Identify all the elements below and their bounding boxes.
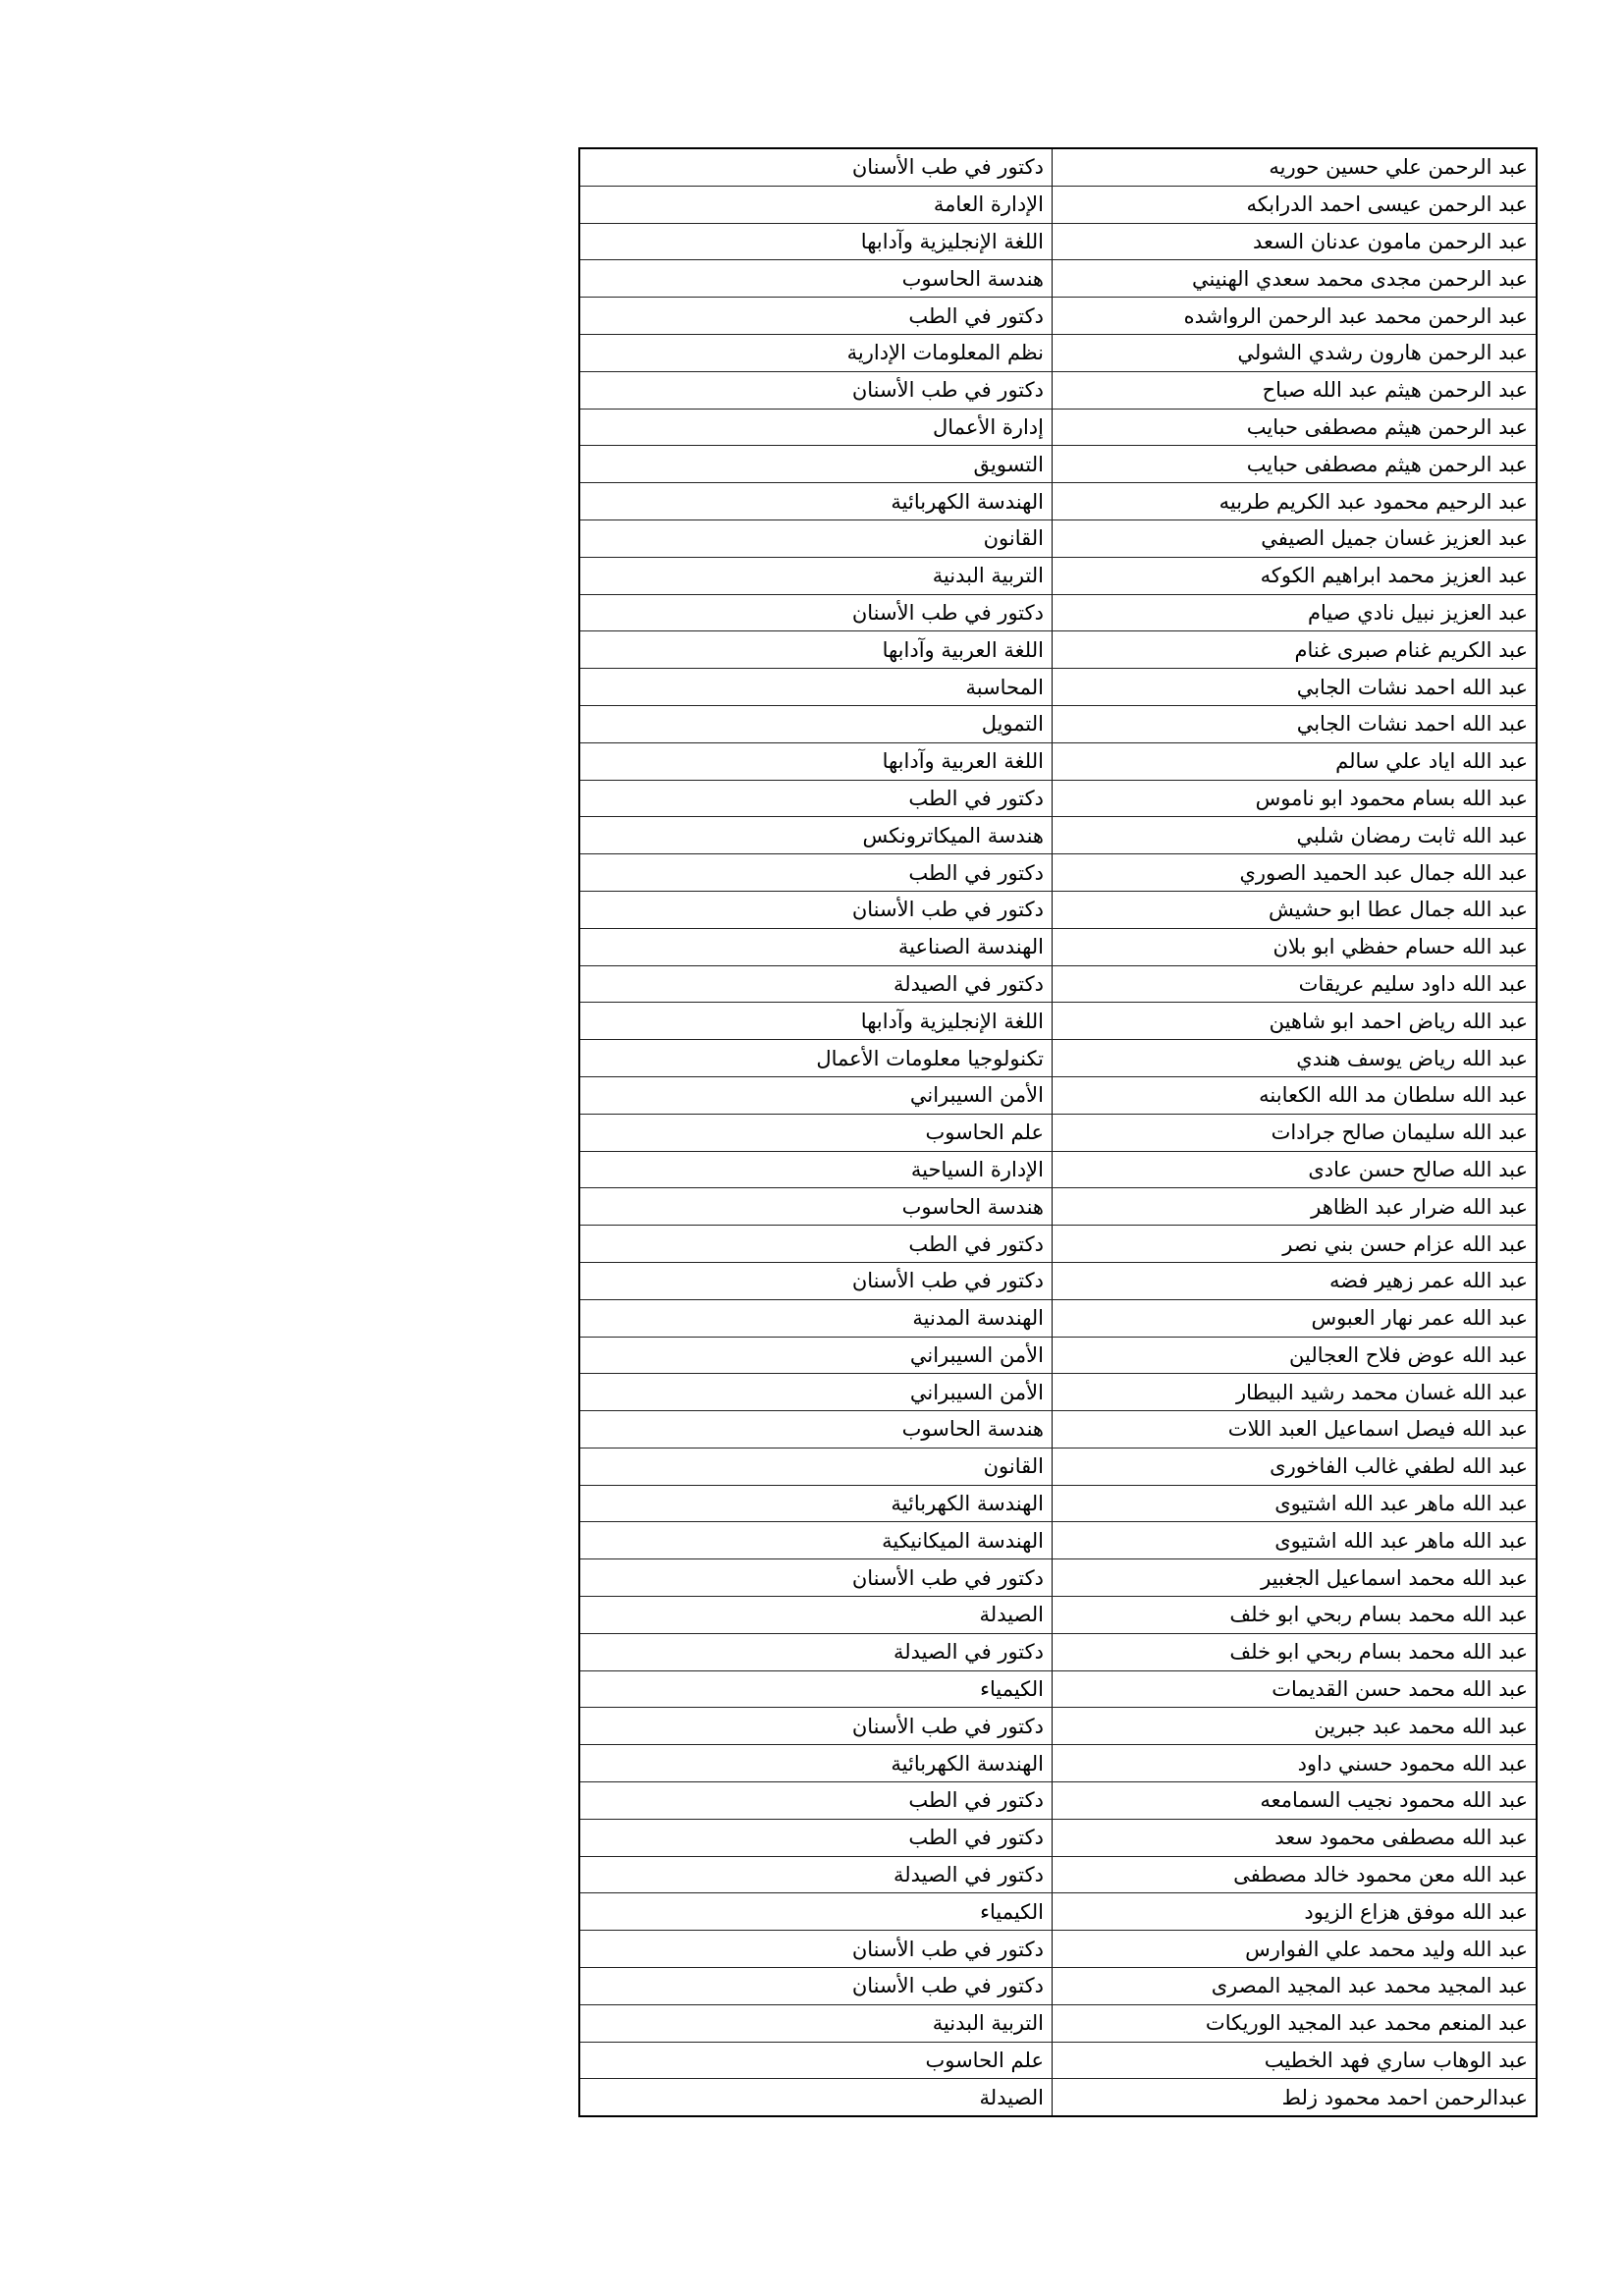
student-name-cell: عبد الله وليد محمد علي الفوارس bbox=[1053, 1931, 1538, 1968]
student-name-cell: عبد الله ثابت رمضان شلبي bbox=[1053, 817, 1538, 854]
student-name-cell: عبد الله عزام حسن بني نصر bbox=[1053, 1226, 1538, 1263]
student-name-cell: عبد الرحيم محمود عبد الكريم طربيه bbox=[1053, 483, 1538, 520]
student-name-cell: عبد الله معن محمود خالد مصطفى bbox=[1053, 1856, 1538, 1893]
student-name-cell: عبد الله لطفي غالب الفاخورى bbox=[1053, 1448, 1538, 1485]
major-cell: المحاسبة bbox=[579, 669, 1053, 706]
major-cell: القانون bbox=[579, 519, 1053, 557]
table-row bbox=[579, 742, 1537, 780]
student-name-cell: عبد الوهاب ساري فهد الخطيب bbox=[1053, 2042, 1538, 2079]
table-row bbox=[579, 1670, 1537, 1708]
major-cell: دكتور في طب الأسنان bbox=[579, 148, 1053, 186]
major-cell: الهندسة الميكانيكية bbox=[579, 1522, 1053, 1559]
table-row bbox=[579, 1485, 1537, 1522]
major-cell: دكتور في طب الأسنان bbox=[579, 1262, 1053, 1299]
student-name-cell: عبد الله محمد بسام ربحي ابو خلف bbox=[1053, 1633, 1538, 1670]
major-cell: اللغة العربية وآدابها bbox=[579, 631, 1053, 669]
table-row bbox=[579, 1633, 1537, 1670]
major-cell: الأمن السيبراني bbox=[579, 1076, 1053, 1114]
major-cell: اللغة الإنجليزية وآدابها bbox=[579, 1003, 1053, 1040]
table-row bbox=[579, 2042, 1537, 2079]
student-name-cell: عبد الرحمن مامون عدنان السعد bbox=[1053, 223, 1538, 260]
table-row bbox=[579, 1448, 1537, 1485]
student-name-cell: عبد المجيد محمد عبد المجيد المصرى bbox=[1053, 1968, 1538, 2005]
major-cell: هندسة الحاسوب bbox=[579, 1188, 1053, 1226]
table-row bbox=[579, 2079, 1537, 2116]
major-cell: التمويل bbox=[579, 705, 1053, 742]
table-row bbox=[579, 1782, 1537, 1820]
student-name-cell: عبد الله احمد نشات الجابي bbox=[1053, 669, 1538, 706]
major-cell: إدارة الأعمال bbox=[579, 409, 1053, 446]
student-name-cell: عبد الله محمد عبد جبرين bbox=[1053, 1708, 1538, 1745]
student-name-cell: عبد الله ماهر عبد الله اشتيوى bbox=[1053, 1485, 1538, 1522]
major-cell: الصيدلة bbox=[579, 1597, 1053, 1634]
student-name-cell: عبد الله احمد نشات الجابي bbox=[1053, 705, 1538, 742]
student-name-cell: عبد العزيز غسان جميل الصيفي bbox=[1053, 519, 1538, 557]
table-row bbox=[579, 1226, 1537, 1263]
table-row bbox=[579, 1337, 1537, 1374]
major-cell: دكتور في الطب bbox=[579, 780, 1053, 817]
major-cell: دكتور في الطب bbox=[579, 1226, 1053, 1263]
table-row bbox=[579, 1003, 1537, 1040]
major-cell: التربية البدنية bbox=[579, 557, 1053, 594]
student-name-cell: عبد الله جمال عطا ابو حشيش bbox=[1053, 891, 1538, 928]
table-row bbox=[579, 1114, 1537, 1151]
student-name-cell: عبد الرحمن هيثم مصطفى حبايب bbox=[1053, 446, 1538, 483]
table-row bbox=[579, 1522, 1537, 1559]
table-row bbox=[579, 1745, 1537, 1782]
student-name-cell: عبد الله جمال عبد الحميد الصوري bbox=[1053, 854, 1538, 892]
major-cell: دكتور في طب الأسنان bbox=[579, 371, 1053, 409]
major-cell: القانون bbox=[579, 1448, 1053, 1485]
student-name-cell: عبد الرحمن مجدى محمد سعدي الهنيني bbox=[1053, 260, 1538, 298]
student-name-cell: عبد الله داود سليم عريقات bbox=[1053, 965, 1538, 1003]
table-row bbox=[579, 965, 1537, 1003]
major-cell: الكيمياء bbox=[579, 1893, 1053, 1931]
major-cell: الهندسة الكهربائية bbox=[579, 483, 1053, 520]
table-row bbox=[579, 186, 1537, 223]
table-row bbox=[579, 557, 1537, 594]
student-major-table bbox=[578, 147, 1538, 2117]
table-row bbox=[579, 1262, 1537, 1299]
major-cell: دكتور في الطب bbox=[579, 1782, 1053, 1820]
major-cell: دكتور في طب الأسنان bbox=[579, 1559, 1053, 1597]
student-name-cell: عبد العزيز نبيل نادي صيام bbox=[1053, 594, 1538, 631]
table-row bbox=[579, 1708, 1537, 1745]
table-row bbox=[579, 1931, 1537, 1968]
major-cell: الهندسة الكهربائية bbox=[579, 1485, 1053, 1522]
major-cell: اللغة الإنجليزية وآدابها bbox=[579, 223, 1053, 260]
table-row bbox=[579, 148, 1537, 186]
major-cell: الهندسة الصناعية bbox=[579, 928, 1053, 965]
major-cell: علم الحاسوب bbox=[579, 2042, 1053, 2079]
student-name-cell: عبد الله محمود نجيب السمامعه bbox=[1053, 1782, 1538, 1820]
table-row bbox=[579, 2004, 1537, 2042]
major-cell: هندسة الميكاترونكس bbox=[579, 817, 1053, 854]
student-name-cell: عبد الله غسان محمد رشيد البيطار bbox=[1053, 1374, 1538, 1411]
student-name-cell: عبد الكريم غنام صبرى غنام bbox=[1053, 631, 1538, 669]
table-row bbox=[579, 371, 1537, 409]
student-name-cell: عبد الرحمن هيثم عبد الله صباح bbox=[1053, 371, 1538, 409]
student-name-cell: عبد الله صالح حسن عادى bbox=[1053, 1151, 1538, 1188]
table-row bbox=[579, 260, 1537, 298]
student-name-cell: عبد الله حسام حفظي ابو بلان bbox=[1053, 928, 1538, 965]
table-row bbox=[579, 223, 1537, 260]
table-row bbox=[579, 409, 1537, 446]
major-cell: دكتور في الطب bbox=[579, 1819, 1053, 1856]
major-cell: دكتور في طب الأسنان bbox=[579, 1708, 1053, 1745]
student-name-cell: عبد الله ضرار عبد الظاهر bbox=[1053, 1188, 1538, 1226]
major-cell: التسويق bbox=[579, 446, 1053, 483]
student-name-cell: عبد الله محمد حسن القديمات bbox=[1053, 1670, 1538, 1708]
table-row bbox=[579, 891, 1537, 928]
major-cell: دكتور في طب الأسنان bbox=[579, 891, 1053, 928]
student-name-cell: عبدالرحمن احمد محمود زلط bbox=[1053, 2079, 1538, 2116]
major-cell: دكتور في الصيدلة bbox=[579, 965, 1053, 1003]
student-name-cell: عبد الرحمن عيسى احمد الدرابكه bbox=[1053, 186, 1538, 223]
student-name-cell: عبد الله محمد اسماعيل الجغبير bbox=[1053, 1559, 1538, 1597]
table-row bbox=[579, 631, 1537, 669]
table-row bbox=[579, 1374, 1537, 1411]
table-row bbox=[579, 854, 1537, 892]
table-row bbox=[579, 1076, 1537, 1114]
major-cell: اللغة العربية وآدابها bbox=[579, 742, 1053, 780]
major-cell: الصيدلة bbox=[579, 2079, 1053, 2116]
major-cell: دكتور في الصيدلة bbox=[579, 1633, 1053, 1670]
student-name-cell: عبد الله عمر زهير فضه bbox=[1053, 1262, 1538, 1299]
major-cell: الأمن السيبراني bbox=[579, 1374, 1053, 1411]
major-cell: نظم المعلومات الإدارية bbox=[579, 334, 1053, 371]
student-name-cell: عبد الله فيصل اسماعيل العبد اللات bbox=[1053, 1411, 1538, 1449]
student-name-cell: عبد المنعم محمد عبد المجيد الوريكات bbox=[1053, 2004, 1538, 2042]
table-row bbox=[579, 594, 1537, 631]
student-name-cell: عبد الرحمن محمد عبد الرحمن الرواشده bbox=[1053, 298, 1538, 335]
major-cell: دكتور في طب الأسنان bbox=[579, 1968, 1053, 2005]
student-name-cell: عبد الله موفق هزاع الزيود bbox=[1053, 1893, 1538, 1931]
major-cell: دكتور في الطب bbox=[579, 298, 1053, 335]
table-row bbox=[579, 1968, 1537, 2005]
major-cell: هندسة الحاسوب bbox=[579, 260, 1053, 298]
major-cell: هندسة الحاسوب bbox=[579, 1411, 1053, 1449]
major-cell: الإدارة العامة bbox=[579, 186, 1053, 223]
table-row bbox=[579, 483, 1537, 520]
student-name-cell: عبد الله محمد بسام ربحي ابو خلف bbox=[1053, 1597, 1538, 1634]
major-cell: الأمن السيبراني bbox=[579, 1337, 1053, 1374]
table-row bbox=[579, 446, 1537, 483]
student-name-cell: عبد الله اياد علي سالم bbox=[1053, 742, 1538, 780]
table-row bbox=[579, 928, 1537, 965]
table-row bbox=[579, 298, 1537, 335]
table-row bbox=[579, 1893, 1537, 1931]
major-cell: الكيمياء bbox=[579, 1670, 1053, 1708]
table-row bbox=[579, 705, 1537, 742]
student-name-cell: عبد الرحمن هارون رشدي الشولي bbox=[1053, 334, 1538, 371]
table-row bbox=[579, 519, 1537, 557]
student-name-cell: عبد الله سليمان صالح جرادات bbox=[1053, 1114, 1538, 1151]
student-name-cell: عبد الله رياض يوسف هندي bbox=[1053, 1040, 1538, 1077]
major-cell: الهندسة الكهربائية bbox=[579, 1745, 1053, 1782]
table-row bbox=[579, 1299, 1537, 1337]
table-row bbox=[579, 1597, 1537, 1634]
student-name-cell: عبد الله سلطان مد الله الكعابنه bbox=[1053, 1076, 1538, 1114]
major-cell: علم الحاسوب bbox=[579, 1114, 1053, 1151]
table-row bbox=[579, 669, 1537, 706]
table-row bbox=[579, 780, 1537, 817]
major-cell: دكتور في طب الأسنان bbox=[579, 594, 1053, 631]
major-cell: دكتور في الصيدلة bbox=[579, 1856, 1053, 1893]
table-row bbox=[579, 1819, 1537, 1856]
student-name-cell: عبد الله محمود حسني داود bbox=[1053, 1745, 1538, 1782]
major-cell: التربية البدنية bbox=[579, 2004, 1053, 2042]
student-name-cell: عبد الله مصطفى محمود سعد bbox=[1053, 1819, 1538, 1856]
major-cell: الهندسة المدنية bbox=[579, 1299, 1053, 1337]
student-name-cell: عبد الرحمن هيثم مصطفى حبايب bbox=[1053, 409, 1538, 446]
student-name-cell: عبد الله رياض احمد ابو شاهين bbox=[1053, 1003, 1538, 1040]
table-row bbox=[579, 1856, 1537, 1893]
student-name-cell: عبد الله عمر نهار العبوس bbox=[1053, 1299, 1538, 1337]
table-row bbox=[579, 1411, 1537, 1449]
major-cell: دكتور في طب الأسنان bbox=[579, 1931, 1053, 1968]
table-row bbox=[579, 1151, 1537, 1188]
student-name-cell: عبد الله بسام محمود ابو ناموس bbox=[1053, 780, 1538, 817]
student-name-cell: عبد الله ماهر عبد الله اشتيوى bbox=[1053, 1522, 1538, 1559]
major-cell: دكتور في الطب bbox=[579, 854, 1053, 892]
major-cell: تكنولوجيا معلومات الأعمال bbox=[579, 1040, 1053, 1077]
table-row bbox=[579, 334, 1537, 371]
student-name-cell: عبد الله عوض فلاح العجالين bbox=[1053, 1337, 1538, 1374]
table-row bbox=[579, 817, 1537, 854]
major-cell: الإدارة السياحية bbox=[579, 1151, 1053, 1188]
student-name-cell: عبد الرحمن علي حسين حوريه bbox=[1053, 148, 1538, 186]
table-row bbox=[579, 1188, 1537, 1226]
student-name-cell: عبد العزيز محمد ابراهيم الكوكه bbox=[1053, 557, 1538, 594]
table-row bbox=[579, 1040, 1537, 1077]
table-row bbox=[579, 1559, 1537, 1597]
table-body bbox=[579, 148, 1537, 2116]
